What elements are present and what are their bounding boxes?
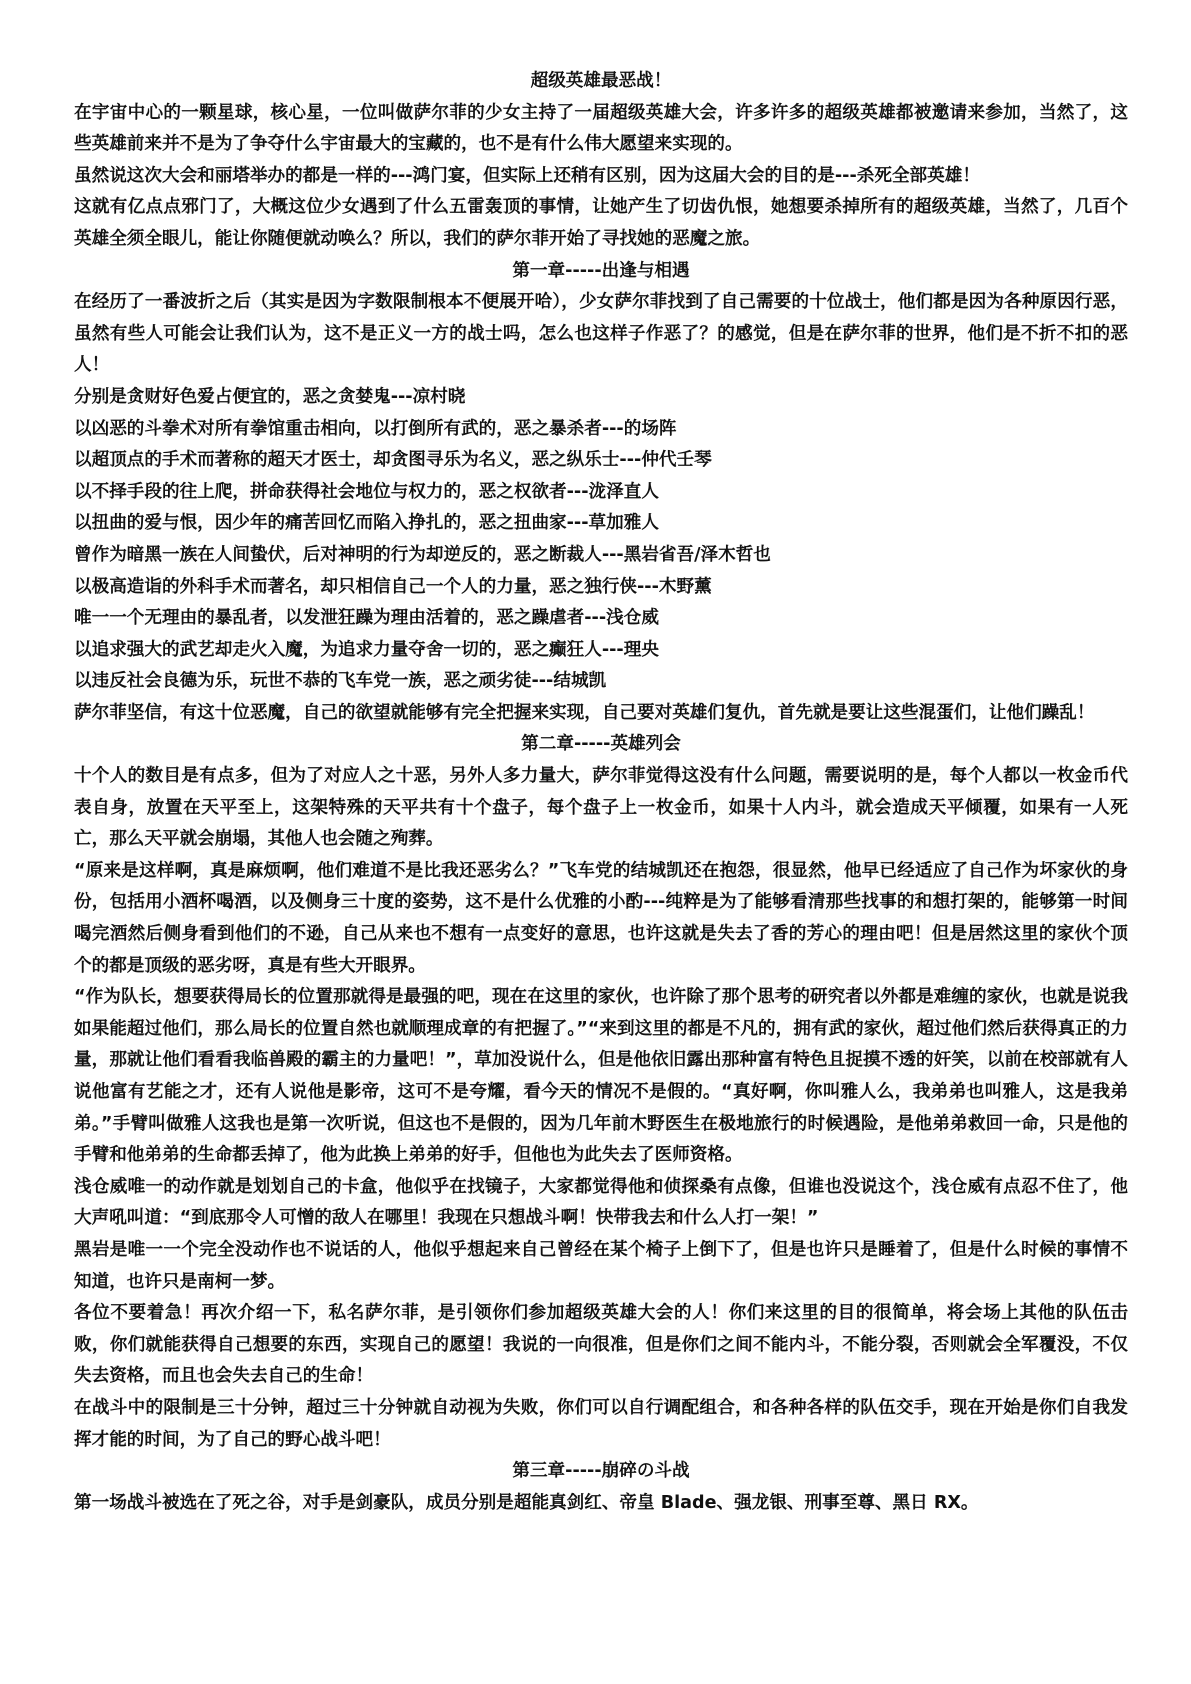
intro-section — [74, 98, 1128, 256]
chapter-paragraph: 在战斗中的限制是三十分钟，超过三十分钟就自动视为失败，你们可以自行调配组合，和各种各样的队伍交手，现在开始是你们自我发挥才能的时间，为了自己的野心战斗吧！ — [74, 1397, 1128, 1450]
chapter-paragraph: 黑岩是唯一一个完全没动作也不说话的人，他似乎想起来自己曾经在某个椅子上倒下了，但是也许只是睡着了，但是什么时候的事情不知道，也许只是南柯一梦。 — [74, 1239, 1128, 1292]
chapter-paragraph: 十个人的数目是有点多，但为了对应人之十恶，另外人多力量大，萨尔菲觉得这没有什么问题，需要说明的是，每个人都以一枚金币代表自身，放置在天平至上，这架特殊的天平共有十个盘子，每个盘子上一枚金币，如果十人内斗，就会造成天平倾覆，如果有一人死亡，那么天平就会崩塌，其他人也会随之殉葬。 — [74, 766, 1128, 850]
chapter-paragraph: “作为队长，想要获得局长的位置那就得是最强的吧，现在在这里的家伙，也许除了那个思考的研究者以外都是难缠的家伙，也就是说我如果能超过他们，那么局长的位置自然也就顺理成章的有把握了。”“来到这里的都是不凡的，拥有武的家伙，超过他们然后获得真正的力量，那就让他们看看我临兽殿的霸主的力量吧！”，草加没说什么，但是他依旧露出那种富有特色且捉摸不透的奸笑，以前在校部就有人说他富有艺能之才，还有人说他是影帝，这可不是夸耀，看今天的情况不是假的。“真好啊，你叫雅人么，我弟弟也叫雅人，这是我弟弟。”手臂叫做雅人这我也是第一次听说，但这也不是假的，因为几年前木野医生在极地旅行的时候遇险，是他弟弟救回一命，只是他的手臂和他弟弟的生命都丢掉了，他为此换上弟弟的好手，但他也为此失去了医师资格。 — [74, 987, 1128, 1166]
chapter-paragraph: 各位不要着急！再次介绍一下，私名萨尔菲，是引领你们参加超级英雄大会的人！你们来这里的目的很简单，将会场上其他的队伍击败，你们就能获得自己想要的东西，实现自己的愿望！我说的一向很准，但是你们之间不能内斗，不能分裂，否则就会全军覆没，不仅失去资格，而且也会失去自己的生命！ — [74, 1303, 1128, 1387]
villain-entry: 以追求强大的武艺却走火入魔，为追求力量夺舍一切的，恶之癫狂人---理央 — [74, 639, 659, 660]
chapter-heading: 第一章-----出逢与相遇 — [512, 260, 690, 281]
villain-entry: 以极高造诣的外科手术而著名，却只相信自己一个人的力量，恶之独行侠---木野薰 — [74, 576, 712, 597]
chapter-paragraph: 萨尔菲坚信，有这十位恶魔，自己的欲望就能够有完全把握来实现，自己要对英雄们复仇，首先就是要让这些混蛋们，让他们躁乱！ — [74, 702, 1095, 723]
chapter-2-section — [74, 729, 1128, 1456]
chapter-paragraph: 浅仓威唯一的动作就是划划自己的卡盒，他似乎在找镜子，大家都觉得他和侦探桑有点像，但谁也没说这个，浅仓威有点忍不住了，他大声吼叫道：“到底那令人可憎的敌人在哪里！我现在只想战斗啊！快带我去和什么人打一架！” — [74, 1176, 1128, 1229]
chapter-paragraph: 在经历了一番波折之后（其实是因为字数限制根本不便展开哈），少女萨尔菲找到了自己需要的十位战士，他们都是因为各种原因行恶，虽然有些人可能会让我们认为，这不是正义一方的战士吗，怎么也这样子作恶了？的感觉，但是在萨尔菲的世界，他们是不折不扣的恶人！ — [74, 292, 1128, 376]
chapter-heading: 第三章-----崩碎の斗战 — [512, 1461, 690, 1482]
document-page — [74, 66, 1128, 1519]
chapter-paragraph: 第一场战斗被选在了死之谷，对手是剑豪队，成员分别是超能真剑红、帝皇 Blade、强龙银、刑事至尊、黑日 RX。 — [74, 1492, 979, 1513]
villain-entry: 分别是贪财好色爱占便宜的，恶之贪婪鬼---凉村晓 — [74, 386, 466, 407]
villain-entry: 以超顶点的手术而著称的超天才医士，却贪图寻乐为名义，恶之纵乐士---仲代壬琴 — [74, 450, 712, 471]
chapter-paragraph: “原来是这样啊，真是麻烦啊，他们难道不是比我还恶劣么？”飞车党的结城凯还在抱怨，很显然，他早已经适应了自己作为坏家伙的身份，包括用小酒杯喝酒，以及侧身三十度的姿势，这不是什么优雅的小酌---纯粹是为了能够看清那些找事的和想打架的，能够第一时间喝完酒然后侧身看到他们的不逊，自己从来也不想有一点变好的意思，也许这就是失去了香的芳心的理由吧！但是居然这里的家伙个顶个的都是顶级的恶劣呀，真是有些大开眼界。 — [74, 860, 1128, 976]
villain-entry: 以扭曲的爱与恨，因少年的痛苦回忆而陷入挣扎的，恶之扭曲家---草加雅人 — [74, 513, 659, 534]
villain-entry: 以凶恶的斗拳术对所有拳馆重击相向，以打倒所有武的，恶之暴杀者---的场阵 — [74, 418, 677, 439]
intro-paragraph: 虽然说这次大会和丽塔举办的都是一样的---鸿门宴，但实际上还稍有区别，因为这届大会的目的是---杀死全部英雄！ — [74, 165, 980, 186]
chapter-1-section — [74, 256, 1128, 730]
villain-entry: 以不择手段的往上爬，拼命获得社会地位与权力的，恶之权欲者---泷泽直人 — [74, 481, 659, 502]
chapter-3-section — [74, 1456, 1128, 1519]
chapter-heading: 第二章-----英雄列会 — [521, 734, 681, 755]
villain-entry: 曾作为暗黑一族在人间蛰伏，后对神明的行为却逆反的，恶之断裁人---黑岩省吾/泽木哲也 — [74, 544, 771, 565]
villain-entry: 以违反社会良德为乐，玩世不恭的飞车党一族，恶之顽劣徒---结城凯 — [74, 671, 607, 692]
intro-paragraph: 在宇宙中心的一颗星球，核心星，一位叫做萨尔菲的少女主持了一届超级英雄大会，许多许多的超级英雄都被邀请来参加，当然了，这些英雄前来并不是为了争夺什么宇宙最大的宝藏的，也不是有什么伟大愿望来实现的。 — [74, 102, 1128, 155]
document-title: 超级英雄最恶战！ — [530, 71, 672, 91]
villain-entry: 唯一一个无理由的暴乱者，以发泄狂躁为理由活着的，恶之躁虐者---浅仓威 — [74, 608, 659, 629]
intro-paragraph: 这就有亿点点邪门了，大概这位少女遇到了什么五雷轰顶的事情，让她产生了切齿仇恨，她想要杀掉所有的超级英雄，当然了，几百个英雄全须全眼儿，能让你随便就动唤么？所以，我们的萨尔菲开始了寻找她的恶魔之旅。 — [74, 197, 1128, 249]
